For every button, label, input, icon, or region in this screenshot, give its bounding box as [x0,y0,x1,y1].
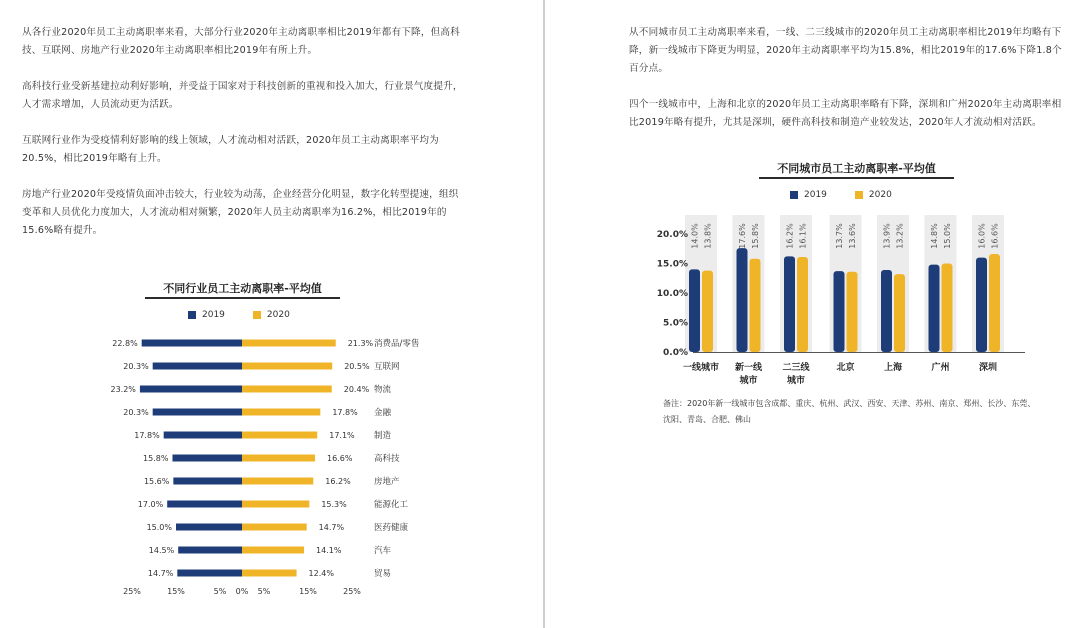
category-label: 能源化工 [374,500,409,510]
bar-2020 [242,455,315,462]
category-label: 城市 [739,376,758,386]
data-label-2019: 14.5% [148,546,175,555]
data-label-2020: 15.8% [751,223,760,249]
bar-2019 [153,363,242,370]
data-label-2019: 14.7% [147,569,174,578]
bar-2020 [242,432,317,439]
paragraph: 互联网行业作为受疫情利好影响的线上领域，人才流动相对活跃，2020年员工主动离职率平均为20.5%，相比2019年略有上升。 [22,135,439,164]
bar-2020 [989,254,1000,352]
data-label-2019: 20.3% [123,362,149,371]
legend-label-2019: 2019 [202,310,225,320]
data-label-2020: 13.8% [703,223,713,249]
bar-2019 [142,340,242,347]
bar-2020 [242,363,332,370]
data-label-2019: 17.8% [134,431,160,440]
legend-label-2020: 2020 [266,310,290,320]
data-label-2019: 22.8% [112,339,138,348]
category-label: 金融 [374,408,392,418]
x-tick-label: 5% [213,587,227,596]
chart-note: 备注：2020年新一线城市包含成都、重庆、杭州、武汉、西安、天津、苏州、南京、郑州、长沙、东莞、沈阳、青岛、合肥、佛山 [663,399,1036,424]
bar-2019 [737,248,748,352]
category-label: 新一线 [734,363,763,373]
bar-2020 [242,547,304,554]
data-label-2020: 20.4% [343,385,370,394]
data-label-2019: 17.6% [738,223,747,249]
category-label: 互联网 [374,362,400,372]
y-tick-label: 5.0% [663,318,688,329]
bar-2020 [242,409,320,416]
bar-2020 [702,271,713,352]
category-label: 汽车 [374,546,392,556]
data-label-2020: 17.1% [329,431,355,440]
data-label-2019: 20.3% [123,408,149,417]
bar-2020 [242,524,307,531]
data-label-2020: 20.5% [344,362,370,371]
data-label-2019: 15.0% [146,523,172,532]
bar-2019 [140,386,242,393]
data-label-2019: 16.0% [977,223,987,249]
paragraph: 四个一线城市中，上海和北京的2020年员工主动离职率略有下降，深圳和广州2020年主动离职率相比2019年略有提升，尤其是深圳，硬件高科技和制造产业较发达，2020年人才流动相对活跃。 [629,99,1062,128]
category-label: 医药健康 [374,523,409,533]
data-label-2019: 13.9% [882,223,892,249]
right-page [545,0,1080,628]
paragraph: 从各行业2020年员工主动离职率来看，大部分行业2020年主动离职率相比2019年都有下降，但高科技、互联网、房地产行业2020年主动离职率相比2019年有所上升。 [22,27,461,56]
x-tick-label: 0% [235,587,249,596]
data-label-2019: 15.6% [143,477,170,486]
bar-2019 [172,455,242,462]
bar-2020 [797,257,808,352]
bar-2019 [834,271,845,352]
paragraph: 房地产行业2020年受疫情负面冲击较大，行业较为动荡，企业经营分化明显，数字化转型提速，组织变革和人员优化力度加大，人才流动相对频繁，2020年人员主动离职率为16.2%，相比2019年的15.6%略有提升。 [22,189,459,236]
category-label: 消费品/零售 [374,339,420,349]
data-label-2019: 14.0% [690,223,700,249]
bar-2020 [242,501,309,508]
data-label-2019: 23.2% [110,385,136,394]
bar-2020 [242,570,297,577]
data-label-2020: 13.2% [895,223,905,249]
bar-2019 [176,524,242,531]
bar-2019 [784,256,795,352]
bar-2020 [942,264,953,353]
category-label: 房地产 [374,477,400,487]
data-label-2019: 15.8% [143,454,169,463]
data-label-2020: 16.2% [325,477,351,486]
bar-2019 [164,432,242,439]
category-label: 一线城市 [682,363,720,373]
bar-2019 [177,570,242,577]
city-chart-title-text: 不同城市员工主动离职率-平均值 [777,162,936,175]
data-label-2019: 13.7% [835,223,844,249]
x-tick-label: 25% [123,587,141,596]
category-label: 上海 [883,363,903,373]
x-tick-label: 25% [343,587,361,596]
y-tick-label: 10.0% [656,289,688,299]
category-label: 物流 [374,385,392,395]
category-label: 高科技 [374,454,400,464]
bar-2019 [881,270,892,352]
bar-2019 [178,547,242,554]
category-label: 广州 [931,363,950,373]
bar-2020 [750,259,761,352]
data-label-2020: 16.6% [990,223,1000,249]
bar-2019 [173,478,242,485]
y-tick-label: 15.0% [656,259,688,270]
data-label-2020: 14.7% [318,523,345,532]
bar-2019 [167,501,242,508]
bar-2019 [929,265,940,352]
category-label: 贸易 [374,569,392,579]
data-label-2020: 16.1% [798,223,808,249]
data-label-2020: 15.3% [321,500,347,509]
x-tick-label: 15% [299,587,317,596]
bar-2020 [242,478,313,485]
data-label-2019: 16.2% [785,223,795,249]
data-label-2020: 15.0% [943,223,952,249]
data-label-2020: 21.3% [347,339,374,348]
category-label: 北京 [836,363,855,373]
legend-label-2020: 2020 [868,190,892,200]
category-label: 深圳 [978,363,998,373]
legend-label-2019: 2019 [804,190,827,200]
data-label-2020: 14.1% [316,546,342,555]
data-label-2020: 16.6% [327,454,353,463]
bar-2019 [689,269,700,352]
x-tick-label: 5% [257,587,271,596]
paragraph: 高科技行业受新基建拉动利好影响，并受益于国家对于科技创新的重视和投入加大，行业景气度提升，人才需求增加，人员流动更为活跃。 [22,81,463,110]
bar-2019 [976,258,987,352]
bar-2020 [242,340,336,347]
data-label-2019: 14.8% [930,223,939,249]
category-label: 城市 [786,376,806,386]
bar-2019 [153,409,242,416]
bar-2020 [894,274,905,352]
y-tick-label: 0.0% [663,348,688,358]
bar-2020 [242,386,332,393]
data-label-2020: 12.4% [308,569,334,578]
y-tick-label: 20.0% [656,230,688,240]
data-label-2019: 17.0% [137,500,164,509]
paragraph: 从不同城市员工主动离职率来看，一线、二三线城市的2020年员工主动离职率相比2019年均略有下降，新一线城市下降更为明显，2020年主动离职率平均为15.8%，相比2019年的17.6%下降1.8个百分点。 [629,27,1062,74]
category-label: 二三线 [782,363,810,373]
bar-2020 [847,272,858,352]
city-chart [545,0,1080,628]
data-label-2020: 17.8% [332,408,358,417]
data-label-2020: 13.6% [848,223,857,249]
x-tick-label: 15% [167,587,185,596]
category-label: 制造 [374,431,392,441]
industry-chart-title-text: 不同行业员工主动离职率-平均值 [163,282,322,295]
